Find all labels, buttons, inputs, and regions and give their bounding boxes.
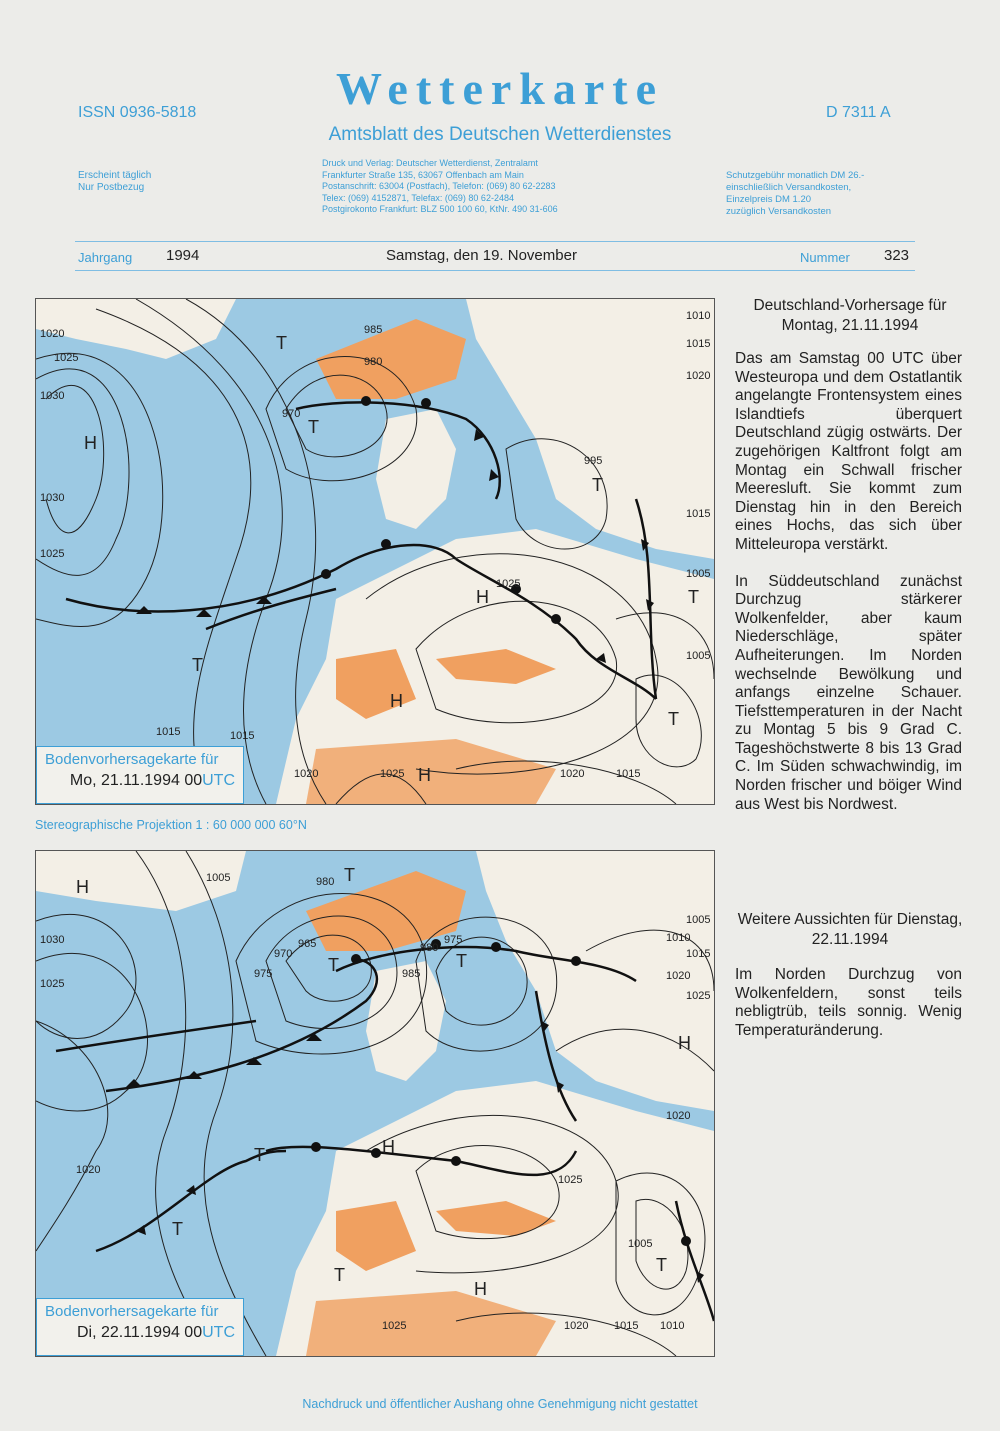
isobar-label: 1005 (686, 914, 711, 926)
map1-graphic (36, 299, 714, 804)
isobar-label: 1020 (686, 370, 711, 382)
isobar-label: 1015 (156, 726, 181, 738)
pressure-center: H (418, 765, 431, 785)
pressure-center: T (328, 955, 339, 975)
isobar-label: 980 (316, 876, 335, 888)
pressure-center: T (668, 709, 679, 729)
pressure-center: T (334, 1265, 345, 1285)
isobar-label: 1005 (686, 650, 711, 662)
pressure-center: T (254, 1145, 265, 1165)
isobar-label: 1020 (666, 970, 691, 982)
isobar-label: 975 (254, 968, 273, 980)
pressure-center: T (656, 1255, 667, 1275)
forecast-text-tuesday (735, 966, 962, 1058)
pressure-center: T (308, 417, 319, 437)
pressure-center: T (192, 655, 203, 675)
isobar-label: 1020 (666, 1110, 691, 1122)
isobar-label: 1015 (686, 948, 711, 960)
forecast-paragraph: In Süddeutschland zunächst Durchzug stärkerer Wolkenfelder, aber kaum Niederschläge, später Aufheiterungen. Im Norden wechselnde Bewölkung und anfangs einzelne Schauer. Tiefsttemperaturen in der Nacht zu Montag 5 bis 9 Grad C. Tageshöchstwerte 8 bis 13 Grad C. Im Süden schwachwindig, im Norden frischer und böiger Wind aus West bis Nordwest. (735, 572, 962, 813)
issn-number: ISSN 0936-5818 (78, 104, 197, 121)
pressure-center: H (390, 691, 403, 711)
issue-number: 323 (884, 247, 910, 264)
issue-date: Samstag, den 19. November (386, 247, 577, 264)
isobar-label: 1015 (230, 730, 255, 742)
isobar-label: 965 (298, 938, 317, 950)
pressure-center: H (476, 587, 489, 607)
year-value: 1994 (166, 247, 200, 264)
map2-caption (36, 1298, 244, 1356)
isobar-label: 985 (364, 324, 383, 336)
isobar-label: 1030 (40, 492, 65, 504)
forecast-map-tuesday (35, 850, 715, 1357)
isobar-label: 995 (584, 455, 603, 467)
isobar-label: 1020 (294, 768, 319, 780)
isobar-label: 1015 (686, 338, 711, 350)
map2-caption-title: Bodenvorhersagekarte für (45, 1303, 219, 1320)
pressure-center: H (474, 1279, 487, 1299)
isobar-label: 970 (282, 408, 301, 420)
isobar-label: 980 (420, 942, 439, 954)
isobar-label: 1010 (686, 310, 711, 322)
isobar-label: 980 (364, 356, 383, 368)
isobar-label: 1025 (686, 990, 711, 1002)
projection-note: Stereographische Projektion 1 : 60 000 000 60°N (35, 818, 307, 832)
isobar-label: 1015 (616, 768, 641, 780)
pressure-center: H (84, 433, 97, 453)
isobar-label: 1030 (40, 390, 65, 402)
isobar-label: 1025 (54, 352, 79, 364)
pressure-center: T (456, 951, 467, 971)
isobar-label: 1025 (380, 768, 405, 780)
pressure-center: H (678, 1033, 691, 1053)
pressure-center: T (592, 475, 603, 495)
isobar-label: 1025 (40, 978, 65, 990)
forecast-paragraph: Im Norden Durchzug von Wolkenfeldern, sonst teils nebligtrüb, teils sonnig. Wenig Temperaturänderung. (735, 966, 962, 1039)
pressure-center: H (76, 877, 89, 897)
publication-subtitle: Amtsblatt des Deutschen Wetterdienstes (328, 124, 672, 145)
isobar-label: 1025 (382, 1320, 407, 1332)
publication-title: Wetterkarte (335, 63, 665, 114)
isobar-label: 1005 (686, 568, 711, 580)
isobar-label: 1020 (560, 768, 585, 780)
forecast-heading-tuesday: Weitere Aussichten für Dienstag, 22.11.1994 (737, 911, 963, 948)
isobar-label: 975 (444, 934, 463, 946)
map2-caption-date: Di, 22.11.1994 00UTC (76, 1324, 235, 1341)
forecast-paragraph: Das am Samstag 00 UTC über Westeuropa und dem Ostatlantik angelangte Frontensystem eines Islandtiefs überquert Deutschland zügig ostwärts. Der zugehörigen Kaltfront folgt am Montag ein Schwall frischer Meeresluft. Sie kommt zum Dienstag hin in den Bereich eines Hochs, das sich über Mitteleuropa verstärkt. (735, 350, 962, 553)
pressure-center: H (382, 1137, 395, 1157)
isobar-label: 1020 (76, 1164, 101, 1176)
isobar-label: 970 (274, 948, 293, 960)
copyright-footer: Nachdruck und öffentlicher Aushang ohne Genehmigung nicht gestattet (302, 1397, 698, 1411)
pressure-center: T (172, 1219, 183, 1239)
isobar-label: 1015 (686, 508, 711, 520)
forecast-text-monday (735, 350, 962, 832)
map2-graphic (36, 851, 714, 1356)
isobar-label: 1020 (564, 1320, 589, 1332)
year-label: Jahrgang (78, 250, 133, 265)
isobar-label: 1005 (206, 872, 231, 884)
isobar-label: 1005 (628, 1238, 653, 1250)
price-info: Schutzgebühr monatlich DM 26.- einschließlich Versandkosten, Einzelpreis DM 1.20 zuzüglich Versandkosten (726, 170, 865, 217)
isobar-label: 1030 (40, 934, 65, 946)
header-rule-bottom (75, 270, 915, 271)
number-label: Nummer (800, 250, 850, 265)
publication-note: Erscheint täglich Nur Postbezug (78, 170, 152, 193)
header-rule-top (75, 241, 915, 242)
map1-caption-title: Bodenvorhersagekarte für (45, 751, 219, 768)
forecast-map-monday (35, 298, 715, 805)
isobar-label: 1025 (40, 548, 65, 560)
isobar-label: 1010 (666, 932, 691, 944)
pressure-center: T (344, 865, 355, 885)
isobar-label: 1025 (496, 578, 521, 590)
isobar-label: 1020 (40, 328, 65, 340)
pressure-center: T (688, 587, 699, 607)
map1-caption-date: Mo, 21.11.1994 00UTC (69, 772, 235, 789)
forecast-heading-monday: Deutschland-Vorhersage für Montag, 21.11.1994 (753, 297, 947, 334)
publisher-info: Druck und Verlag: Deutscher Wetterdienst, Zentralamt Frankfurter Straße 135, 63067 Offenbach am Main Postanschrift: 63004 (Postfach), Telefon: (069) 80 62-2283 Telex: (069) 4152871, Telefax: (069) 80 62-2484 Postgirokonto Frankfurt: BLZ 500 100 60, KtNr. 490 31-606 (322, 158, 558, 214)
isobar-label: 1025 (558, 1174, 583, 1186)
map1-caption (36, 746, 244, 804)
pressure-center: T (276, 333, 287, 353)
isobar-label: 1015 (614, 1320, 639, 1332)
postal-code: D 7311 A (826, 104, 891, 121)
isobar-label: 985 (402, 968, 421, 980)
isobar-label: 1010 (660, 1320, 685, 1332)
